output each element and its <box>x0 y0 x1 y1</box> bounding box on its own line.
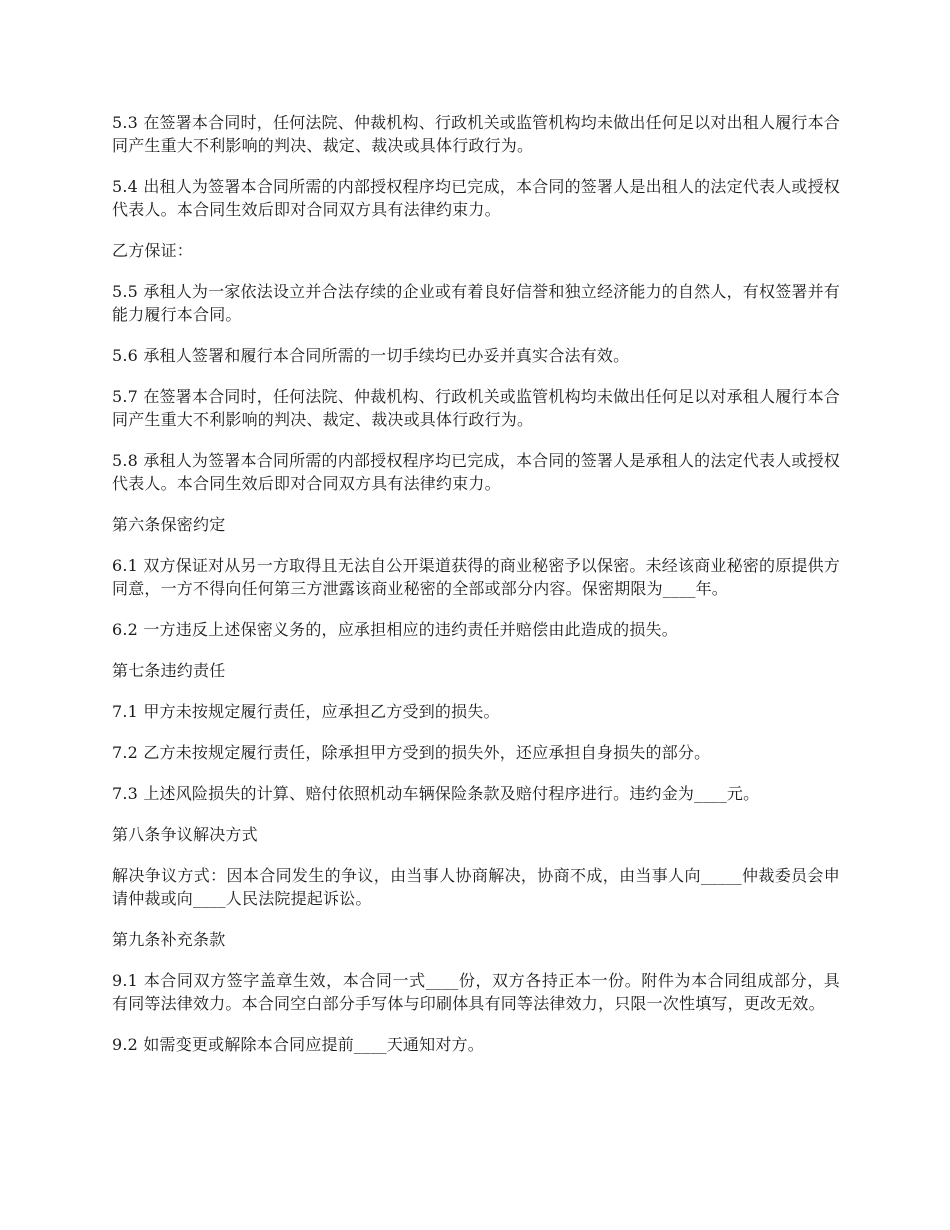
clause-5-6: 5.6 承租人签署和履行本合同所需的一切手续均已办妥并真实合法有效。 <box>112 346 630 365</box>
clause-5-5: 5.5 承租人为一家依法设立并合法存续的企业或有着良好信誉和独立经济能力的自然人，有权签署并有能力履行本合同。 <box>112 282 840 324</box>
article-6-heading: 第六条保密约定 <box>112 515 226 534</box>
clause-9-1: 9.1 本合同双方签字盖章生效，本合同一式____份，双方各持正本一份。附件为本合同组成部分，具有同等法律效力。本合同空白部分手写体与印刷体具有同等法律效力，只限一次性填写，更改无效。 <box>112 971 840 1013</box>
article-9-heading: 第九条补充条款 <box>112 930 226 949</box>
clause-6-1: 6.1 双方保证对从另一方取得且无法自公开渠道获得的商业秘密予以保密。未经该商业秘密的原提供方同意，一方不得向任何第三方泄露该商业秘密的全部或部分内容。保密期限为____年。 <box>112 556 840 598</box>
clause-5-7: 5.7 在签署本合同时，任何法院、仲裁机构、行政机关或监管机构均未做出任何足以对承租人履行本合同产生重大不利影响的判决、裁定、裁决或具体行政行为。 <box>112 387 840 429</box>
clause-6-2: 6.2 一方违反上述保密义务的，应承担相应的违约责任并赔偿由此造成的损失。 <box>112 620 678 639</box>
clause-5-4: 5.4 出租人为签署本合同所需的内部授权程序均已完成，本合同的签署人是出租人的法定代表人或授权代表人。本合同生效后即对合同双方具有法律约束力。 <box>112 177 840 219</box>
clause-7-2: 7.2 乙方未按规定履行责任，除承担甲方受到的损失外，还应承担自身损失的部分。 <box>112 743 711 762</box>
party-b-guarantee-heading: 乙方保证： <box>112 241 194 260</box>
clause-7-1: 7.1 甲方未按规定履行责任，应承担乙方受到的损失。 <box>112 702 500 721</box>
clause-5-8: 5.8 承租人为签署本合同所需的内部授权程序均已完成，本合同的签署人是承租人的法定代表人或授权代表人。本合同生效后即对合同双方具有法律约束力。 <box>112 451 840 493</box>
dispute-resolution-paragraph: 解决争议方式：因本合同发生的争议，由当事人协商解决，协商不成，由当事人向_____仲裁委员会申请仲裁或向____人民法院提起诉讼。 <box>112 866 840 908</box>
clause-5-3: 5.3 在签署本合同时，任何法院、仲裁机构、行政机关或监管机构均未做出任何足以对出租人履行本合同产生重大不利影响的判决、裁定、裁决或具体行政行为。 <box>112 113 840 155</box>
clause-9-2: 9.2 如需变更或解除本合同应提前____天通知对方。 <box>112 1035 484 1054</box>
document-page <box>112 111 840 1074</box>
article-8-heading: 第八条争议解决方式 <box>112 825 258 844</box>
clause-7-3: 7.3 上述风险损失的计算、赔付依照机动车辆保险条款及赔付程序进行。违约金为____元。 <box>112 784 760 803</box>
article-7-heading: 第七条违约责任 <box>112 661 226 680</box>
